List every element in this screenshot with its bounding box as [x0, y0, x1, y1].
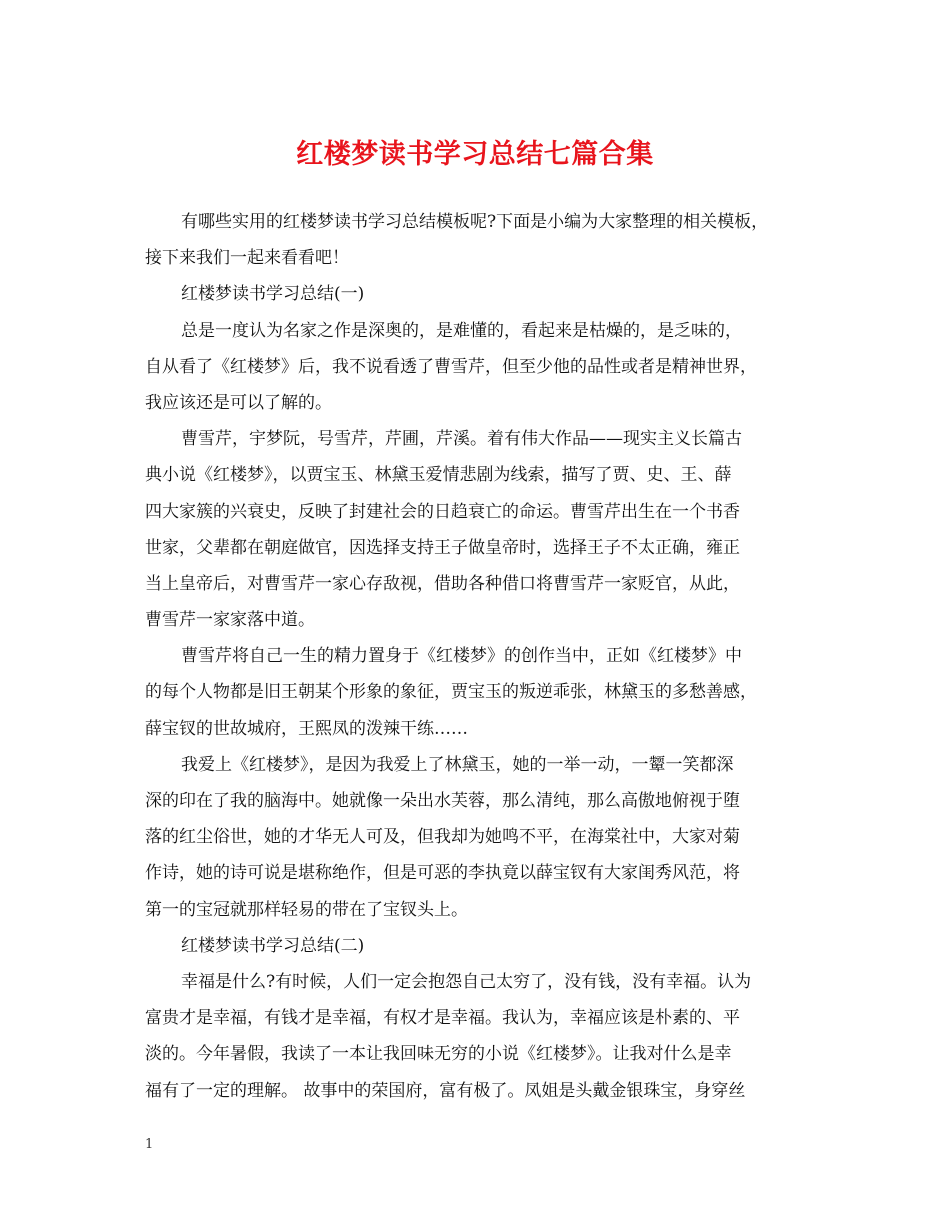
text-line: 落的红尘俗世，她的才华无人可及，但我却为她鸣不平，在海棠社中，大家对菊	[145, 827, 740, 848]
text-line: 四大家簇的兴衰史，反映了封建社会的日趋衰亡的命运。曹雪芹出生在一个书香	[145, 501, 740, 522]
text-line: 曹雪芹将自己一生的精力置身于《红楼梦》的创作当中，正如《红楼梦》中	[181, 646, 742, 667]
section-heading: 红楼梦读书学习总结(一)	[181, 284, 365, 305]
text-line: 有哪些实用的红楼梦读书学习总结模板呢?下面是小编为大家整理的相关模板，	[181, 212, 769, 232]
text-line: 接下来我们一起来看看吧！	[145, 248, 349, 269]
text-line: 曹雪芹一家家落中道。	[145, 610, 315, 631]
text-line: 典小说《红楼梦》，以贾宝玉、林黛玉爱情悲剧为线索，描写了贾、史、王、薛	[145, 465, 732, 486]
section-heading: 红楼梦读书学习总结(二)	[181, 935, 365, 956]
text-line: 深的印在了我的脑海中。她就像一朵出水芙蓉，那么清纯，那么高傲地俯视于堕	[145, 791, 740, 811]
page-number: 1	[145, 1137, 154, 1152]
text-line: 当上皇帝后，对曹雪芹一家心存敌视，借助各种借口将曹雪芹一家贬官，从此，	[145, 573, 740, 594]
text-line: 富贵才是幸福，有钱才是幸福，有权才是幸福。我认为，幸福应该是朴素的、平	[145, 1008, 740, 1029]
text-line: 的每个人物都是旧王朝某个形象的象征，贾宝玉的叛逆乖张，林黛玉的多愁善感，	[145, 682, 757, 703]
text-line: 福有了一定的理解。 故事中的荣国府，富有极了。凤姐是头戴金银珠宝，身穿丝	[145, 1080, 746, 1101]
document-title: 红楼梦读书学习总结七篇合集	[296, 139, 654, 170]
text-line: 淡的。今年暑假，我读了一本让我回味无穷的小说《红楼梦》。让我对什么是幸	[145, 1044, 732, 1065]
text-line: 世家，父辈都在朝庭做官，因选择支持王子做皇帝时，选择王子不太正确，雍正	[145, 537, 740, 558]
text-line: 幸福是什么?有时候，人们一定会抱怨自己太穷了，没有钱，没有幸福。认为	[181, 971, 752, 992]
text-line: 作诗，她的诗可说是堪称绝作，但是可恶的李执竟以薛宝钗有大家闺秀风范，将	[145, 863, 740, 884]
text-line: 我应该还是可以了解的。	[145, 392, 332, 413]
text-line: 总是一度认为名家之作是深奥的，是难懂的，看起来是枯燥的，是乏味的，	[181, 320, 742, 341]
text-line: 自从看了《红楼梦》后，我不说看透了曹雪芹，但至少他的品性或者是精神世界，	[145, 356, 757, 377]
text-line: 第一的宝冠就那样轻易的带在了宝钗头上。	[145, 899, 468, 920]
text-line: 薛宝钗的世故城府，王熙凤的泼辣干练……	[145, 718, 468, 739]
document-body	[145, 204, 815, 1109]
text-line: 曹雪芹，宇梦阮，号雪芹，芹圃，芹溪。着有伟大作品——现实主义长篇古	[181, 429, 742, 450]
text-line: 我爱上《红楼梦》，是因为我爱上了林黛玉，她的一举一动，一颦一笑都深	[181, 754, 734, 775]
